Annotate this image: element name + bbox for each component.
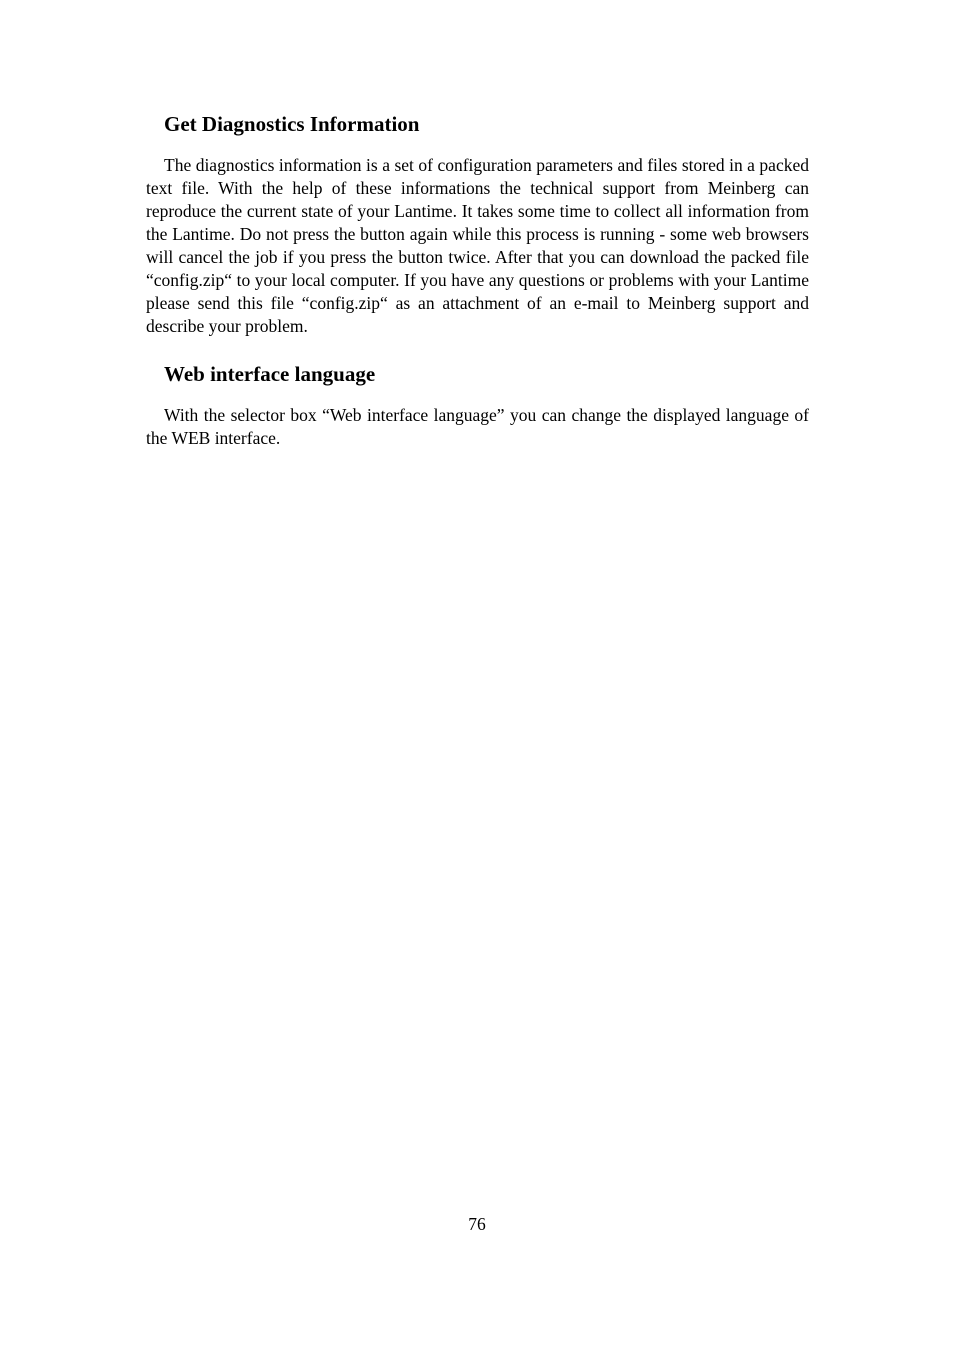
section-web-interface-language <box>146 360 809 450</box>
section-get-diagnostics <box>146 110 809 338</box>
section-paragraph: The diagnostics information is a set of configuration parameters and files stored in a packed text file. With the help of these informations the technical support from Meinberg can reproduce the current state of your Lantime. It takes some time to collect all information from the Lantime. Do not press the button again while this process is running - some web browsers will cancel the job if you press the button twice. After that you can download the packed file “config.zip“ to your local computer. If you have any questions or problems with your Lantime please send this file “config.zip“ as an attachment of an e-mail to Meinberg support and describe your problem. <box>146 155 809 336</box>
page-number: 76 <box>468 1214 486 1234</box>
section-paragraph: With the selector box “Web interface language” you can change the displayed language of the WEB interface. <box>146 405 809 448</box>
section-heading: Get Diagnostics Information <box>164 112 420 136</box>
page-content <box>146 110 809 472</box>
section-heading: Web interface language <box>164 362 376 386</box>
